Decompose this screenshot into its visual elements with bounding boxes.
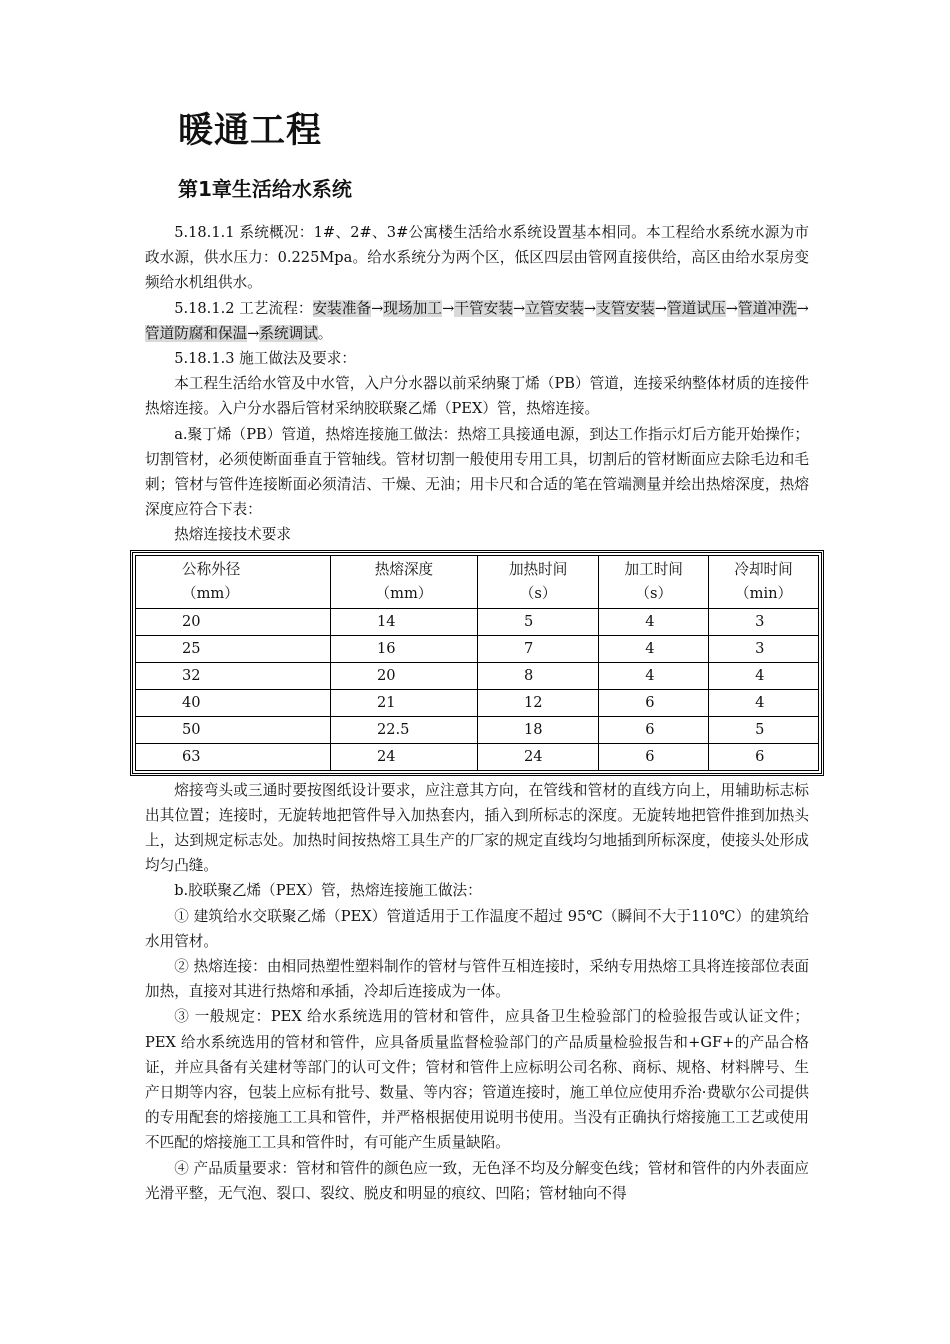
document-title: 暖通工程 [178,111,323,151]
process-flow-arrow: → [654,299,668,317]
document-body [145,220,809,1206]
process-flow-step: 支管安装 [596,299,655,317]
table-cell: 18 [477,716,598,743]
table-header-cell [477,555,598,608]
table-row [136,608,819,635]
table-cell: 4 [599,608,709,635]
process-flow-step: 现场加工 [383,299,443,317]
table-header-cell [599,555,709,608]
paragraph-general-rules: ③ 一般规定：PEX 给水系统选用的管材和管件，应具备卫生检验部门的检验报告或认证文件；PEX 给水系统选用的管材和管件，应具备质量监督检验部门的产品质量检验报告和+GF+的产品合格证，并应具备有关建材等部门的认可文件；管材和管件上应标明公司名称、商标、规格、材料牌号、生产日期等内容，包装上应标有批号、数量、等内容；管道连接时，施工单位应使用乔治·费歇尔公司提供的专用配套的熔接施工工具和管件，并严格根据使用说明书使用。当没有正确执行熔接施工工艺或使用不匹配的熔接施工工具和管件时，有可能产生质量缺陷。 [145,1008,809,1152]
table-header-line: 热熔深度 [374,560,434,578]
table-header-line: 公称外径 [182,560,241,578]
table-cell: 24 [477,743,598,770]
table-cell: 7 [477,635,598,662]
process-flow-step: 管道冲洗 [737,299,797,317]
paragraph-pb-method: a.聚丁烯（PB）管道，热熔连接施工做法：热熔工具接通电源，到达工作指示灯后方能开始操作；切割管材，必须使断面垂直于管轴线。管材切割一般使用专用工具，切割后的管材断面应去除毛边和毛刺；管材与管件连接断面必须清洁、干燥、无油；用卡尺和合适的笔在管端测量并绘出热熔深度，热熔深度应符合下表： [145,425,809,519]
chapter-heading: 第1章生活给水系统 [178,177,352,201]
paragraph-quality-requirements: ④ 产品质量要求：管材和管件的颜色应一致，无色泽不均及分解变色线；管材和管件的内外表面应光滑平整，无气泡、裂口、裂纹、脱皮和明显的痕纹、凹陷；管材轴向不得 [145,1159,809,1202]
process-flow-arrow: → [371,299,384,317]
table-cell: 20 [136,608,331,635]
paragraph-system-overview: 5.18.1.1 系统概况：1#、2#、3#公寓楼生活给水系统设置基本相同。本工程给水系统水源为市政水源，供水压力：0.225Mpa。给水系统分为两个区，低区四层由管网直接供给，高区由给水泵房变频给水机组供水。 [145,224,809,292]
table-cell: 20 [330,662,477,689]
table-cell: 8 [477,662,598,689]
table-cell: 4 [709,689,819,716]
table-cell: 3 [709,635,819,662]
paragraph-method-heading: 5.18.1.3 施工做法及要求： [174,350,356,368]
table-cell: 4 [599,662,709,689]
process-flow-step: 安装准备 [312,299,372,317]
table-header-line: （mm） [375,584,433,602]
table-cell: 6 [599,689,709,716]
table-cell: 12 [477,689,598,716]
table-cell: 50 [136,716,331,743]
process-flow-step: 立管安装 [525,299,584,317]
table-header-line: 冷却时间 [734,560,793,578]
table-cell: 6 [599,743,709,770]
table-header-line: （s） [519,584,557,602]
table-cell: 21 [330,689,477,716]
table-header-cell [330,555,477,608]
table-header-cell [709,555,819,608]
fusion-spec-table [130,550,824,776]
table-caption: 热熔连接技术要求 [174,526,291,544]
process-flow-step: 管道试压 [667,299,726,317]
process-flow-step: 系统调试 [259,324,318,342]
table-header-line: 加热时间 [508,560,568,578]
table-header-line: 加工时间 [624,560,683,578]
paragraph-process-flow [145,296,809,346]
table-header-line: （mm） [182,584,239,602]
table-body [136,608,819,770]
table-cell: 5 [477,608,598,635]
table-cell: 16 [330,635,477,662]
table-header-cell [136,555,331,608]
table-cell: 3 [709,608,819,635]
table-header-row [136,555,819,608]
process-flow-end: 。 [317,324,333,342]
paragraph-elbow-fusion: 熔接弯头或三通时要按图纸设计要求，应注意其方向，在管线和管材的直线方向上，用辅助标志标出其位置；连接时，无旋转地把管件导入加热套内，插入到所标志的深度。无旋转地把管件推到加热头上，达到规定标志处。加热时间按热熔工具生产的厂家的规定直线均匀地插到所标深度，使接头处形成均匀凸缝。 [145,781,809,875]
table-cell: 24 [330,743,477,770]
table-cell: 4 [599,635,709,662]
process-flow-arrow: → [247,324,260,342]
table-header-line: （s） [635,584,673,602]
table-header-line: （min） [735,584,793,602]
process-flow-arrow: → [512,299,526,317]
process-flow-step: 干管安装 [454,299,513,317]
paragraph-pex-method: b.胶联聚乙烯（PEX）管，热熔连接施工做法： [174,882,482,900]
process-flow-arrow: → [796,299,809,317]
table-cell: 40 [136,689,331,716]
table-cell: 6 [599,716,709,743]
paragraph-hot-melt: ② 热熔连接：由相同热塑性塑料制作的管材与管件互相连接时，采纳专用热熔工具将连接部位表面加热，直接对其进行热熔和承插，冷却后连接成为一体。 [145,958,809,1001]
process-flow-arrow: → [725,299,738,317]
table-row [136,743,819,770]
process-flow-step: 管道防腐和保温 [145,324,248,342]
table-row [136,716,819,743]
paragraph-pex-scope: ① 建筑给水交联聚乙烯（PEX）管道适用于工作温度不超过 95℃（瞬间不大于110℃）的建筑给水用管材。 [145,907,809,950]
process-flow-label: 5.18.1.2 工艺流程： [174,299,313,317]
table-row [136,689,819,716]
table-cell: 25 [136,635,331,662]
table-cell: 4 [709,662,819,689]
table-cell: 6 [709,743,819,770]
table-row [136,662,819,689]
table-cell: 22.5 [330,716,477,743]
table-cell: 5 [709,716,819,743]
table-row [136,635,819,662]
process-flow-arrow: → [442,299,455,317]
paragraph-pipe-material: 本工程生活给水管及中水管，入户分水器以前采纳聚丁烯（PB）管道，连接采纳整体材质的连接件热熔连接。入户分水器后管材采纳胶联聚乙烯（PEX）管，热熔连接。 [145,375,809,418]
table-cell: 14 [330,608,477,635]
table-cell: 32 [136,662,331,689]
process-flow-arrow: → [583,299,597,317]
table-cell: 63 [136,743,331,770]
